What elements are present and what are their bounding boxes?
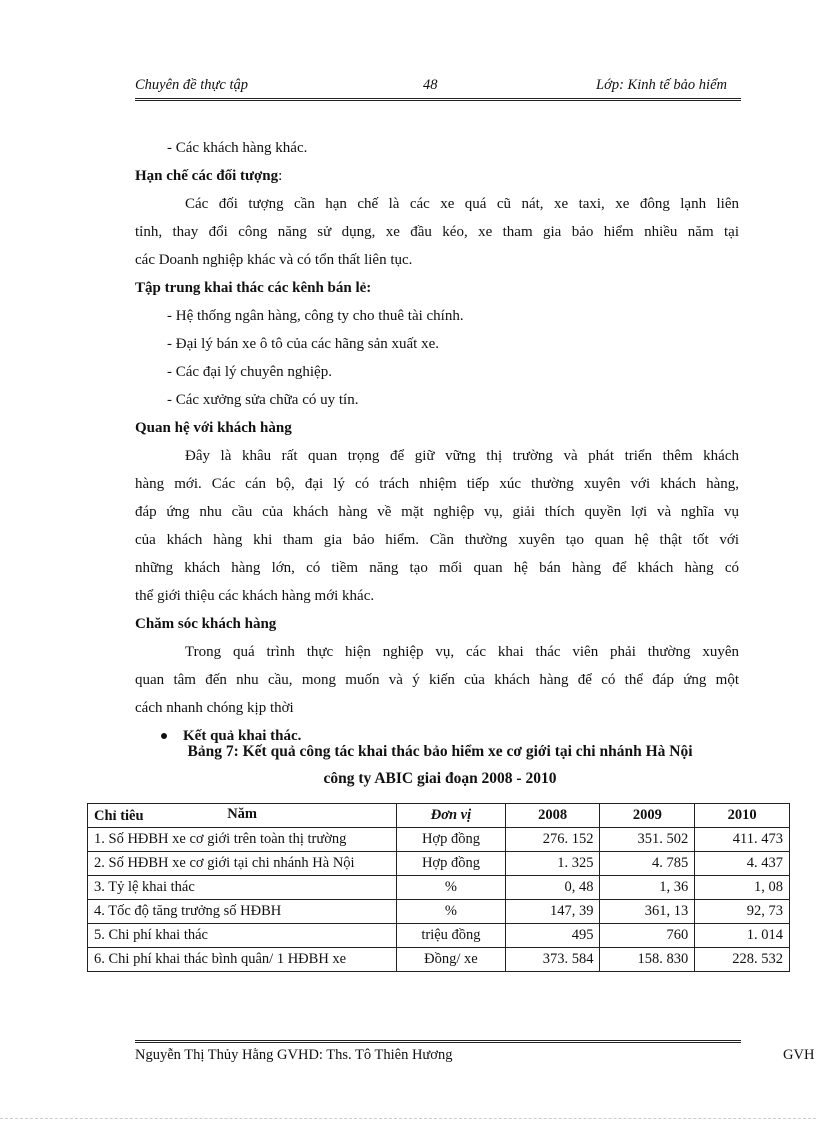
table-row bbox=[88, 828, 790, 852]
row-value-2008: 0, 48 bbox=[505, 876, 600, 900]
list-item: - Các khách hàng khác. bbox=[167, 140, 308, 156]
header-year-2009: 2009 bbox=[600, 804, 695, 828]
row-label: 1. Số HĐBH xe cơ giới trên toàn thị trường bbox=[88, 828, 397, 852]
paragraph-line: cách nhanh chóng kịp thời bbox=[135, 700, 294, 716]
row-value-2008: 1. 325 bbox=[505, 852, 600, 876]
table-row bbox=[88, 924, 790, 948]
row-value-2009: 361, 13 bbox=[600, 900, 695, 924]
row-value-2010: 228. 532 bbox=[695, 948, 790, 972]
list-item: - Đại lý bán xe ô tô của các hãng sản xuất xe. bbox=[167, 336, 439, 352]
row-unit: triệu đồng bbox=[397, 924, 505, 948]
paragraph-line: Các đối tượng cần hạn chế là các xe quá cũ nát, xe taxi, xe đông lạnh liên bbox=[185, 196, 739, 212]
row-value-2008: 373. 584 bbox=[505, 948, 600, 972]
header-indicator: Chỉ tiêu bbox=[94, 808, 144, 824]
paragraph-line: Trong quá trình thực hiện nghiệp vụ, các khai thác viên phải thường xuyên bbox=[185, 644, 739, 660]
list-item: - Các xưởng sửa chữa có uy tín. bbox=[167, 392, 359, 408]
paragraph-line: các Doanh nghiệp khác và có tổn thất liên tục. bbox=[135, 252, 413, 268]
table-title-line-2: công ty ABIC giai đoạn 2008 - 2010 bbox=[323, 770, 557, 787]
section-heading-care: Chăm sóc khách hàng bbox=[135, 616, 277, 632]
bullet-text: Kết quả khai thác. bbox=[183, 728, 302, 744]
section-heading-retail: Tập trung khai thác các kênh bán lẻ: bbox=[135, 280, 372, 296]
row-value-2009: 760 bbox=[600, 924, 695, 948]
header-year: Năm bbox=[227, 806, 257, 822]
list-item: - Các đại lý chuyên nghiệp. bbox=[167, 364, 332, 380]
row-label: 6. Chi phí khai thác bình quân/ 1 HĐBH xe bbox=[88, 948, 397, 972]
table-header-row bbox=[88, 804, 790, 828]
row-value-2009: 351. 502 bbox=[600, 828, 695, 852]
row-unit: % bbox=[397, 900, 505, 924]
row-value-2010: 92, 73 bbox=[695, 900, 790, 924]
paragraph-line: hàng mới. Các cán bộ, đại lý có trách nhiệm tiếp xúc thường xuyên với khách hàng, bbox=[135, 476, 739, 492]
table-row bbox=[88, 948, 790, 972]
footer-divider bbox=[135, 1040, 741, 1043]
heading-colon: : bbox=[278, 168, 283, 184]
header-course-title: Chuyên đề thực tập bbox=[135, 77, 249, 93]
row-value-2009: 158. 830 bbox=[600, 948, 695, 972]
list-item: - Hệ thống ngân hàng, công ty cho thuê tài chính. bbox=[167, 308, 464, 324]
row-value-2010: 411. 473 bbox=[695, 828, 790, 852]
paragraph-line: của khách hàng khi tham gia bảo hiểm. Cần thường xuyên tạo quan hệ thật tốt với bbox=[135, 532, 739, 548]
table-title-line-1: Bảng 7: Kết quả công tác khai thác bảo hiểm xe cơ giới tại chi nhánh Hà Nội bbox=[187, 743, 693, 760]
section-heading-relation: Quan hệ với khách hàng bbox=[135, 420, 292, 436]
row-value-2008: 495 bbox=[505, 924, 600, 948]
header-year-2008: 2008 bbox=[505, 804, 600, 828]
document-body bbox=[135, 134, 739, 750]
header-year-indicator-cell bbox=[88, 804, 397, 828]
footer-truncated-text: GVH bbox=[783, 1047, 815, 1063]
results-table bbox=[87, 803, 790, 972]
paragraph-line: đáp ứng nhu cầu của khách hàng về mặt nghiệp vụ, giải thích quyền lợi và nghĩa vụ bbox=[135, 504, 739, 520]
paragraph-line: những khách hàng lớn, có tiềm năng tạo mối quan hệ bán hàng để khách hàng có bbox=[135, 560, 739, 576]
row-value-2008: 276. 152 bbox=[505, 828, 600, 852]
section-heading-restrict bbox=[135, 162, 739, 190]
row-label: 3. Tỷ lệ khai thác bbox=[88, 876, 397, 900]
row-value-2010: 1, 08 bbox=[695, 876, 790, 900]
paragraph-line: tỉnh, thay đổi công năng sử dụng, xe đầu kéo, xe tham gia bảo hiểm nhiều năm tại bbox=[135, 224, 739, 240]
bullet-dot-icon bbox=[161, 733, 167, 739]
header-page-number: 48 bbox=[423, 77, 438, 93]
row-value-2009: 1, 36 bbox=[600, 876, 695, 900]
row-unit: % bbox=[397, 876, 505, 900]
paragraph-line: quan tâm đến nhu cầu, mong muốn và ý kiến của khách hàng để có thể đáp ứng một bbox=[135, 672, 739, 688]
page-edge-divider bbox=[0, 1118, 816, 1119]
page-header bbox=[135, 74, 741, 101]
paragraph-line: Đây là khâu rất quan trọng để giữ vững thị trường và phát triển thêm khách bbox=[185, 448, 739, 464]
row-value-2010: 4. 437 bbox=[695, 852, 790, 876]
header-class-name: Lớp: Kinh tế bảo hiểm bbox=[596, 77, 727, 93]
row-label: 5. Chi phí khai thác bbox=[88, 924, 397, 948]
footer-author: Nguyễn Thị Thủy Hằng GVHD: Ths. Tô Thiên Hương bbox=[135, 1047, 453, 1063]
table-row bbox=[88, 876, 790, 900]
row-value-2010: 1. 014 bbox=[695, 924, 790, 948]
row-label: 4. Tốc độ tăng trưởng số HĐBH bbox=[88, 900, 397, 924]
row-label: 2. Số HĐBH xe cơ giới tại chi nhánh Hà Nội bbox=[88, 852, 397, 876]
row-value-2009: 4. 785 bbox=[600, 852, 695, 876]
row-unit: Hợp đồng bbox=[397, 828, 505, 852]
heading-text: Hạn chế các đối tượng bbox=[135, 168, 279, 184]
row-unit: Đồng/ xe bbox=[397, 948, 505, 972]
row-value-2008: 147, 39 bbox=[505, 900, 600, 924]
table-row bbox=[88, 900, 790, 924]
paragraph-line: thể giới thiệu các khách hàng mới khác. bbox=[135, 588, 375, 604]
header-year-2010: 2010 bbox=[695, 804, 790, 828]
header-unit: Đơn vị bbox=[397, 804, 505, 828]
row-unit: Hợp đồng bbox=[397, 852, 505, 876]
table-row bbox=[88, 852, 790, 876]
